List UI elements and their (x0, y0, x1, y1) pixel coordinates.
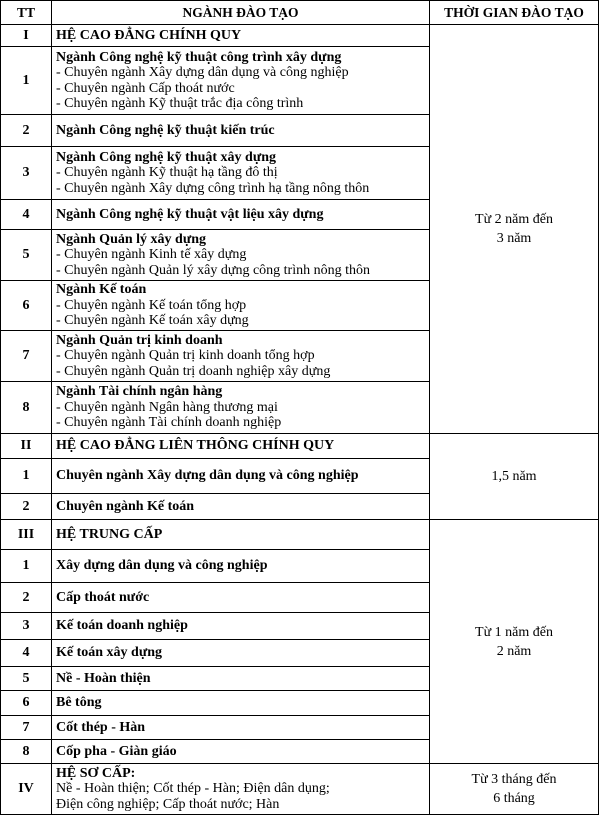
row-number: 5 (1, 230, 52, 281)
row-number: 3 (1, 613, 52, 640)
duration-cell: Từ 3 tháng đến 6 tháng (430, 764, 599, 815)
section-number: IV (1, 764, 52, 815)
section-title: HỆ TRUNG CẤP (52, 520, 430, 550)
program-cell: Ngành Công nghệ kỹ thuật vật liệu xây dựng (52, 200, 430, 230)
section-row (1, 434, 599, 459)
program-cell: Nề - Hoàn thiện (52, 667, 430, 691)
header-duration: THỜI GIAN ĐÀO TẠO (430, 1, 599, 25)
section-title: HỆ CAO ĐẲNG LIÊN THÔNG CHÍNH QUY (52, 434, 430, 459)
program-cell: Ngành Quản lý xây dựng - Chuyên ngành Kinh tế xây dựng - Chuyên ngành Quản lý xây dựng công trình nông thôn (52, 230, 430, 281)
row-number: 2 (1, 494, 52, 520)
section-title: HỆ SƠ CẤP: Nề - Hoàn thiện; Cốt thép - Hàn; Điện dân dụng; Điện công nghiệp; Cấp thoát nước; Hàn (52, 764, 430, 815)
program-cell: Ngành Công nghệ kỹ thuật công trình xây dựng - Chuyên ngành Xây dựng dân dụng và công nghiệp - Chuyên ngành Cấp thoát nước - Chuyên ngành Kỹ thuật trắc địa công trình (52, 47, 430, 115)
row-number: 5 (1, 667, 52, 691)
section-number: II (1, 434, 52, 459)
section-number: III (1, 520, 52, 550)
program-cell: Ngành Kế toán - Chuyên ngành Kế toán tổng hợp - Chuyên ngành Kế toán xây dựng (52, 281, 430, 331)
duration-cell: Từ 1 năm đến 2 năm (430, 520, 599, 764)
program-cell: Cấp thoát nước (52, 583, 430, 613)
program-cell: Cốt thép - Hàn (52, 716, 430, 740)
row-number: 8 (1, 382, 52, 434)
row-number: 2 (1, 583, 52, 613)
row-number: 2 (1, 115, 52, 147)
duration-cell: Từ 2 năm đến 3 năm (430, 25, 599, 434)
row-number: 3 (1, 147, 52, 200)
section-row (1, 520, 599, 550)
program-cell: Kế toán xây dựng (52, 640, 430, 667)
row-number: 1 (1, 459, 52, 494)
row-number: 8 (1, 740, 52, 764)
row-number: 4 (1, 200, 52, 230)
section-row (1, 25, 599, 47)
program-cell: Ngành Công nghệ kỹ thuật kiến trúc (52, 115, 430, 147)
row-number: 4 (1, 640, 52, 667)
program-cell: Ngành Công nghệ kỹ thuật xây dựng - Chuyên ngành Kỹ thuật hạ tầng đô thị - Chuyên ngành Xây dựng công trình hạ tầng nông thôn (52, 147, 430, 200)
row-number: 7 (1, 331, 52, 382)
section-number: I (1, 25, 52, 47)
table-header-row (1, 1, 599, 25)
row-number: 1 (1, 550, 52, 583)
program-cell: Ngành Tài chính ngân hàng - Chuyên ngành Ngân hàng thương mại - Chuyên ngành Tài chính doanh nghiệp (52, 382, 430, 434)
header-tt: TT (1, 1, 52, 25)
program-cell: Bê tông (52, 691, 430, 716)
program-cell: Chuyên ngành Kế toán (52, 494, 430, 520)
row-number: 1 (1, 47, 52, 115)
program-cell: Ngành Quản trị kinh doanh - Chuyên ngành Quản trị kinh doanh tổng hợp - Chuyên ngành Quản trị doanh nghiệp xây dựng (52, 331, 430, 382)
header-program: NGÀNH ĐÀO TẠO (52, 1, 430, 25)
program-cell: Kế toán doanh nghiệp (52, 613, 430, 640)
row-number: 6 (1, 281, 52, 331)
row-number: 6 (1, 691, 52, 716)
program-cell: Chuyên ngành Xây dựng dân dụng và công nghiệp (52, 459, 430, 494)
program-cell: Xây dựng dân dụng và công nghiệp (52, 550, 430, 583)
duration-cell: 1,5 năm (430, 434, 599, 520)
section-title: HỆ CAO ĐẲNG CHÍNH QUY (52, 25, 430, 47)
section-row (1, 764, 599, 815)
program-cell: Cốp pha - Giàn giáo (52, 740, 430, 764)
row-number: 7 (1, 716, 52, 740)
